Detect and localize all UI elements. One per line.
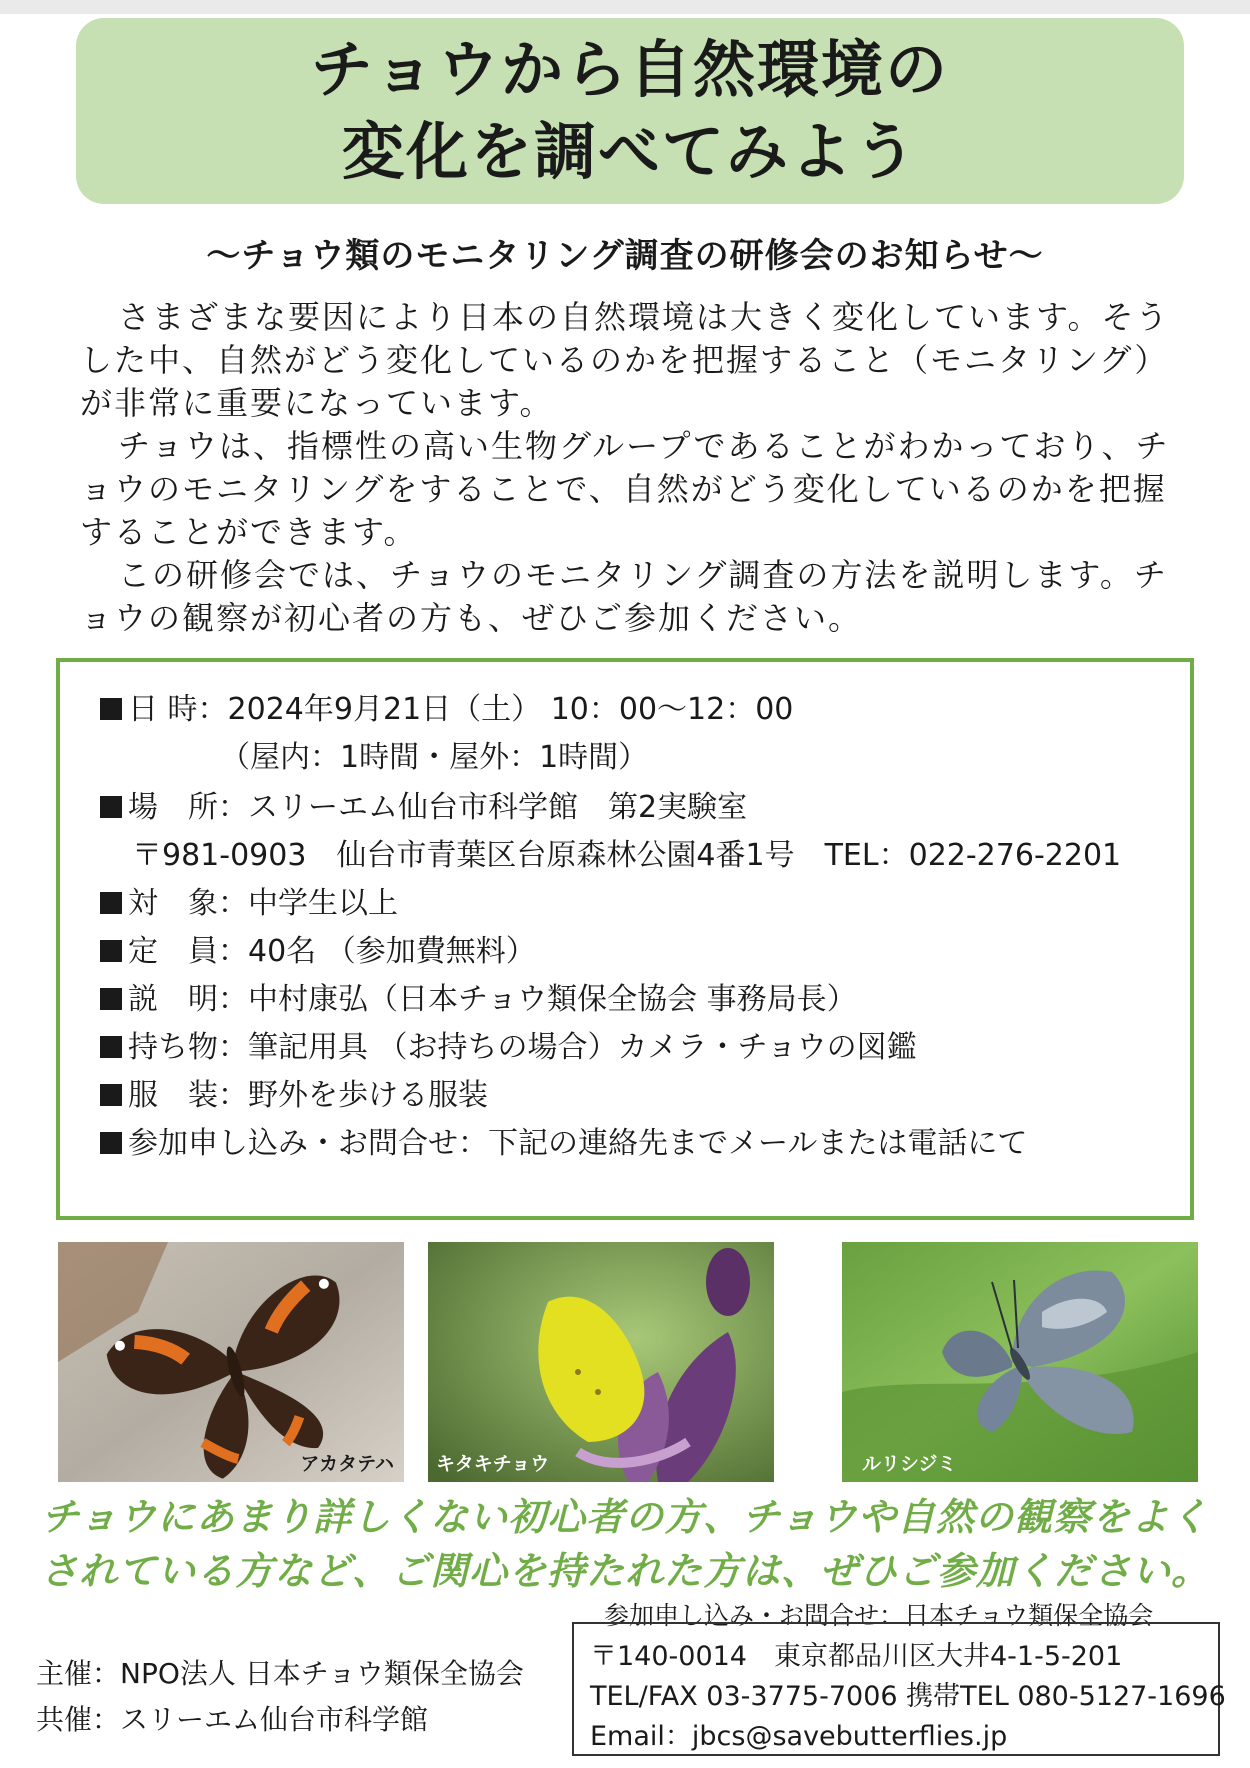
intro-paragraph: この研修会では、チョウのモニタリング調査の方法を説明します。チョウの観察が初心者の方も、ぜひご参加ください。 [80, 556, 1168, 637]
bullet-square-icon [100, 1132, 122, 1154]
contact-heading: 参加申し込み・お問合せ：日本チョウ類保全協会 [604, 1601, 1154, 1630]
butterfly-photo-image [842, 1242, 1198, 1482]
photo-rurishijimi [842, 1242, 1198, 1482]
event-details-box [56, 658, 1194, 1220]
photo-kitakicho [428, 1242, 774, 1482]
bullet-square-icon [100, 988, 122, 1010]
cta-line-1: チョウにあまり詳しくない初心者の方、チョウや自然の観察をよく [41, 1495, 1209, 1539]
top-strip [0, 0, 1250, 14]
detail-application: 参加申し込み・お問合せ：下記の連絡先までメールまたは電話にて [100, 1118, 1027, 1162]
contact-phone: TEL/FAX 03-3775-7006 携帯TEL 080-5127-1696 [590, 1681, 1226, 1712]
contact-email[interactable]: Email：jbcs@savebutterflies.jp [590, 1721, 1008, 1752]
title-line-1: チョウから自然環境の [310, 33, 950, 106]
organizer-cohost: 共催：スリーエム仙台市科学館 [36, 1703, 429, 1736]
detail-datetime: 日 時：2024年9月21日（土） 10：00～12：00 [100, 684, 793, 728]
butterfly-photos [58, 1242, 1198, 1482]
detail-datetime-note: （屋内：1時間・屋外：1時間） [220, 740, 649, 775]
bullet-square-icon [100, 796, 122, 818]
detail-lecturer: 説 明：中村康弘（日本チョウ類保全協会 事務局長） [100, 974, 857, 1018]
butterfly-photo-image [58, 1242, 404, 1482]
intro-paragraph: さまざまな要因により日本の自然環境は大きく変化しています。そうした中、自然がどう変化しているのかを把握すること（モニタリング）が非常に重要になっています。 [80, 298, 1170, 422]
detail-belongings: 持ち物：筆記用具 （お持ちの場合）カメラ・チョウの図鑑 [100, 1022, 917, 1066]
bullet-square-icon [100, 1084, 122, 1106]
detail-venue: 場 所：スリーエム仙台市科学館 第2実験室 [100, 782, 747, 826]
title-banner [76, 18, 1184, 204]
call-to-action [0, 1490, 1250, 1598]
title-line-2: 変化を調べてみよう [341, 115, 918, 188]
contact-box [572, 1622, 1226, 1756]
detail-clothing: 服 装：野外を歩ける服装 [100, 1070, 488, 1114]
bullet-square-icon [100, 698, 122, 720]
detail-capacity: 定 員：40名 （参加費無料） [100, 926, 536, 970]
detail-target: 対 象：中学生以上 [100, 878, 398, 922]
cta-line-2: されている方など、ご関心を持たれた方は、ぜひご参加ください。 [39, 1549, 1210, 1593]
bullet-square-icon [100, 1036, 122, 1058]
intro-paragraph: チョウは、指標性の高い生物グループであることがわかっており、チョウのモニタリングをすることで、自然がどう変化しているのかを把握することができます。 [80, 427, 1170, 551]
bullet-square-icon [100, 940, 122, 962]
photo-akatateha [58, 1242, 404, 1482]
photo-caption: キタキチョウ [436, 1453, 550, 1475]
contact-address: 〒140-0014 東京都品川区大井4-1-5-201 [590, 1641, 1123, 1672]
photo-caption: アカタテハ [300, 1453, 394, 1475]
detail-venue-address: 〒981-0903 仙台市青葉区台原森林公園4番1号 TEL：022-276-2201 [132, 838, 1122, 873]
butterfly-photo-image [428, 1242, 774, 1482]
organizer-host: 主催：NPO法人 日本チョウ類保全協会 [36, 1657, 524, 1690]
bullet-square-icon [100, 892, 122, 914]
intro-text [80, 296, 1190, 640]
photo-caption: ルリシジミ [862, 1453, 957, 1475]
subtitle: ～チョウ類のモニタリング調査の研修会のお知らせ～ [206, 236, 1044, 276]
